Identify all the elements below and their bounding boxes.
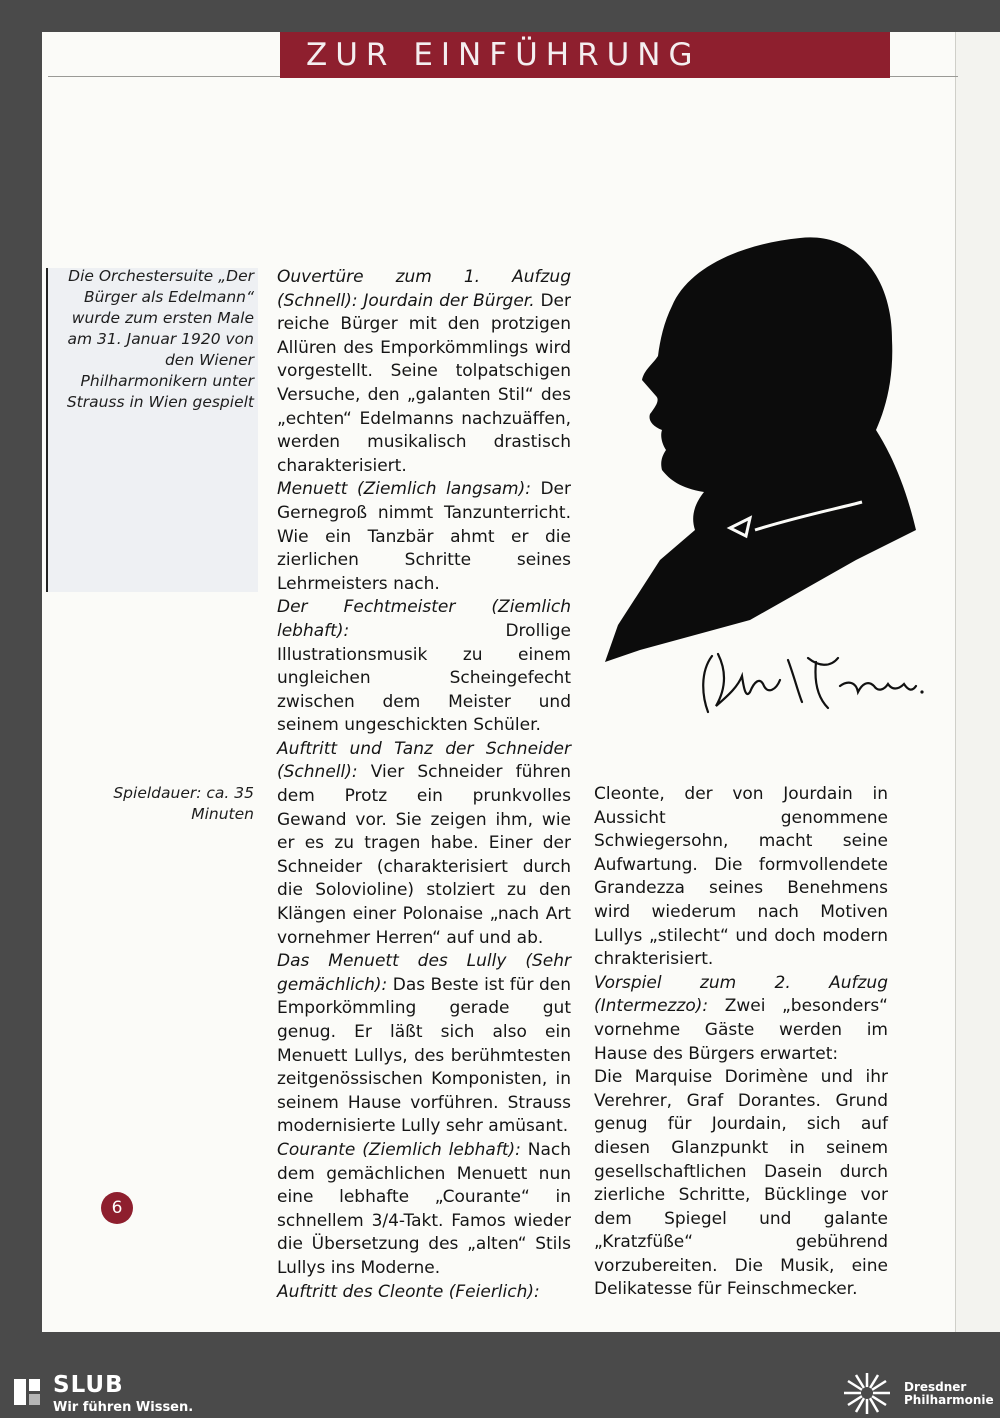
movement-description: Die Marquise Dorimène und ihr Verehrer, Graf Dorantes. Grund genug für Jourdain, sich auf diesen Glanzpunkt in seinem gesellschaftlichen Dasein durch zierliche Schritte, Bücklinge vor dem Spiegel und galante „Kratzfüße“ gebührend vorzubereiten. Die Musik, eine Delikatesse für Feinschmecker. — [594, 1067, 888, 1300]
movement-title: Courante (Ziemlich lebhaft): — [277, 1139, 521, 1160]
paragraph — [277, 596, 571, 738]
movement-title: Der Fechtmeister (Ziemlich lebhaft): — [277, 597, 571, 641]
movement-title: Auftritt des Cleonte (Feierlich): — [277, 1281, 540, 1302]
movement-description: Cleonte, der von Jourdain in Aussicht genommene Schwiegersohn, macht seine Aufwartung. Die formvollendete Grandezza seines Benehmens wird wiederum nach Motiven Lullys „stilecht“ und doch modern chrakterisiert. — [594, 784, 888, 970]
movement-description: Der reiche Bürger mit den protzigen Allüren des Emporkömmlings wird vorgestellt. Seine tolpatschigen Versuche, den „galanten Stil“ des „echten“ Edelmanns nachzuäffen, werden musikalisch drastisch charakterisiert. — [277, 290, 571, 476]
paragraph — [277, 1281, 571, 1305]
paragraph — [277, 950, 571, 1139]
text-column-1 — [277, 266, 571, 1304]
partner-name-line-1: Dresdner — [904, 1380, 967, 1394]
sidebar-note-duration: Spieldauer: ca. 35 Minuten — [113, 784, 254, 823]
movement-description: Zwei „besonders“ vornehme Gäste werden im Hause des Bürgers erwartet: — [594, 996, 888, 1064]
movement-description: Vier Schneider führen dem Protz ein prunkvolles Gewand vor. Sie zeigen ihm, wie er es zu tragen habe. Einer der Schneider (charakterisiert durch die Solovioline) stolziert zu den Klängen einer Polonaise „nach Art vornehmer Herren“ auf und ab. — [277, 762, 571, 948]
movement-title: Vorspiel zum 2. Aufzug (Intermezzo): — [594, 972, 888, 1017]
slub-logo-icon — [12, 1377, 42, 1407]
movement-title: Menuett (Ziemlich langsam): — [277, 479, 531, 500]
library-name: SLUB — [53, 1372, 124, 1398]
movement-description: Nach dem gemächlichen Menuett nun eine lebhafte „Courante“ in schnellem 3/4-Takt. Famos wieder die Übersetzung des „alten“ Stils Lullys ins Moderne. — [277, 1139, 571, 1278]
section-title: ZUR EINFÜHRUNG — [280, 32, 890, 78]
sidebar-rule — [46, 268, 48, 592]
strauss-signature — [698, 646, 928, 718]
movement-description: Der Gernegroß nimmt Tanzunterricht. Wie ein Tanzbär ahmt er die zierlichen Schritte seines Lehrmeisters nach. — [277, 479, 571, 594]
paragraph — [594, 1066, 888, 1302]
movement-title: Das Menuett des Lully (Sehr gemächlich): — [277, 951, 571, 995]
partner-name — [904, 1381, 994, 1407]
movement-description: Das Beste ist für den Emporkömmling gerade gut genug. Er läßt sich also ein Menuett Lullys, des berühmtesten zeitgenössischen Komponisten, in seinem Hause vorführen. Strauss modernisierte Lully sehr amüsant. — [277, 974, 571, 1137]
paragraph — [594, 972, 888, 1066]
footer-bar — [0, 1368, 1000, 1418]
movement-description: Drollige Illustrationsmusik zu einem ungleichen Scheingefecht zwischen dem Meister und seinem ungeschickten Schüler. — [277, 620, 571, 736]
page-number-badge: 6 — [101, 1192, 133, 1224]
movement-title: Ouvertüre zum 1. Aufzug (Schnell): Jourdain der Bürger. — [277, 267, 571, 311]
movement-title: Auftritt und Tanz der Schneider (Schnell): — [277, 738, 571, 783]
paragraph — [594, 783, 888, 972]
partner-name-line-2: Philharmonie — [904, 1393, 994, 1407]
next-page-edge — [955, 32, 1000, 1332]
paragraph — [277, 1139, 571, 1281]
paragraph — [277, 478, 571, 596]
sidebar-note-premiere: Die Orchestersuite „Der Bürger als Edelmann“ wurde zum ersten Male am 31. Januar 1920 von den Wiener Philharmonikern unter Strauss in Wien gespielt — [66, 267, 254, 411]
paragraph — [277, 266, 571, 478]
paragraph — [277, 738, 571, 950]
philharmonie-logo-icon — [842, 1370, 892, 1416]
text-column-2 — [594, 783, 888, 1302]
library-tagline: Wir führen Wissen. — [53, 1400, 194, 1415]
strauss-silhouette-image — [600, 230, 920, 670]
